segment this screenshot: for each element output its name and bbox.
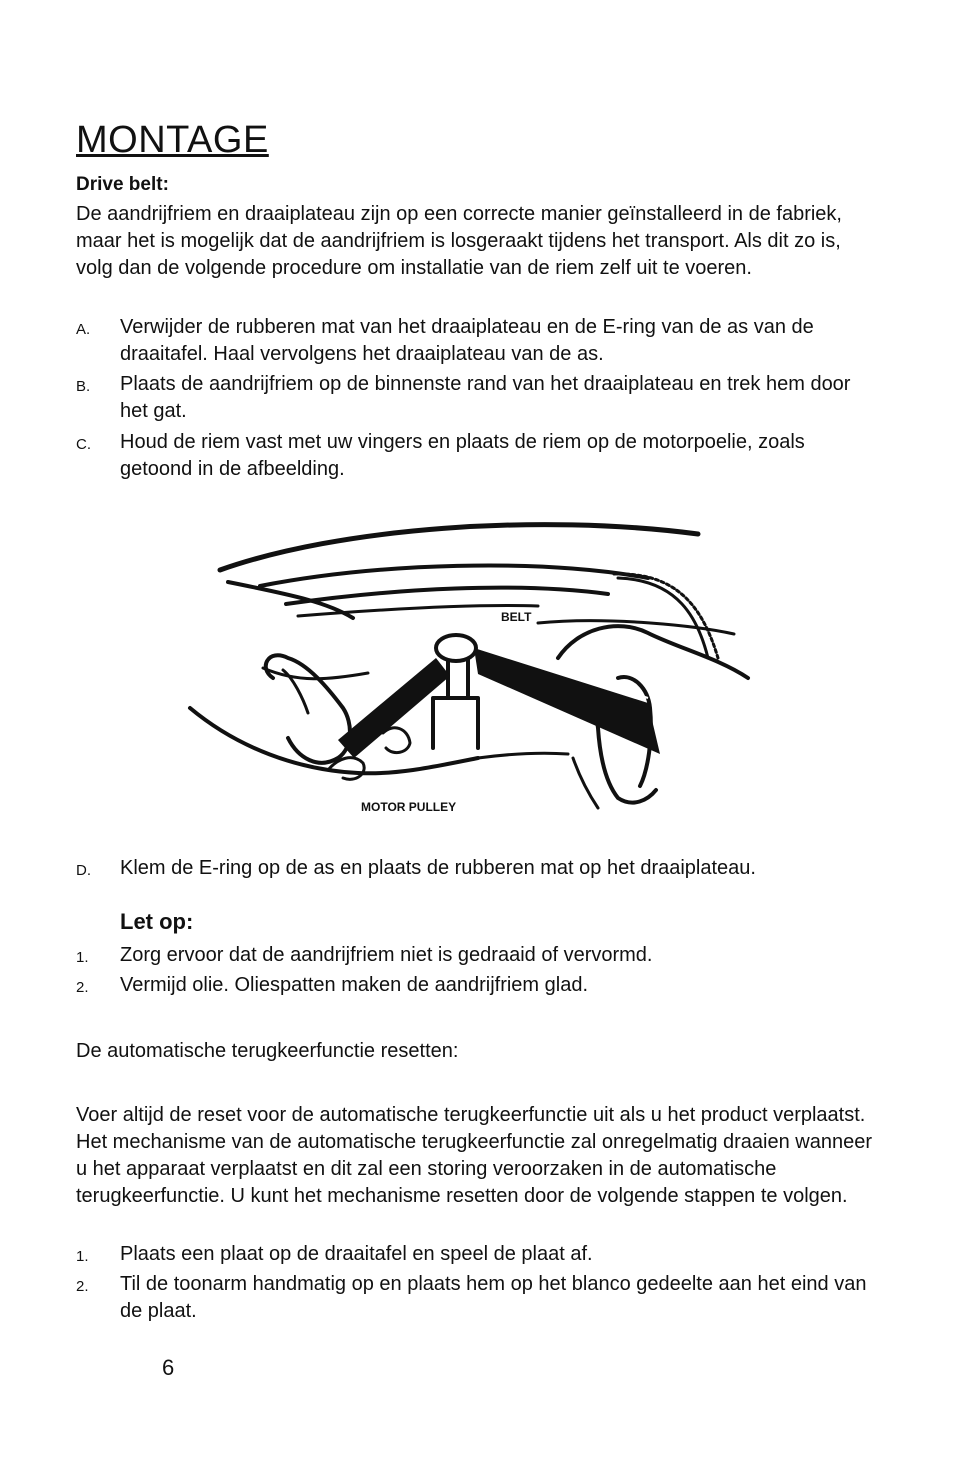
- note-text: Zorg ervoor dat de aandrijfriem niet is gedraaid of vervormd.: [120, 944, 653, 966]
- note-marker: 2.: [76, 979, 89, 996]
- step-marker: D.: [76, 862, 91, 879]
- reset-text: Plaats een plaat op de draaitafel en speel de plaat af.: [120, 1243, 593, 1265]
- note-marker: 1.: [76, 949, 89, 966]
- belt-band-right: [474, 648, 660, 754]
- belt-installation-illustration: [178, 508, 778, 828]
- step-text: Klem de E-ring op de as en plaats de rubberen mat op het draaiplateau.: [120, 857, 756, 879]
- drive-belt-intro: De aandrijfriem en draaiplateau zijn op een correcte manier geïnstalleerd in de fabriek, maar het is mogelijk dat de aandrijfriem is losgeraakt tijdens het transport. Als dit zo is, volg dan de volgende procedure om installatie van de riem zelf uit te voeren.: [76, 203, 842, 279]
- page-number: 6: [162, 1355, 175, 1380]
- right-hand: [558, 626, 748, 678]
- motor-pulley-top: [436, 635, 476, 661]
- reset-intro: Voer altijd de reset voor de automatische terugkeerfunctie uit als u het product verplaatst. Het mechanisme van de automatische terugkeerfunctie zal onregelmatig draaien wanneer u het apparaat verplaatst en dit zal een storing veroorzaken in de automatische terugkeerfunctie. U kunt het mechanisme resetten door de volgende stappen te volgen.: [76, 1104, 873, 1207]
- reset-marker: 2.: [76, 1278, 89, 1295]
- motor-pulley-label: MOTOR PULLEY: [361, 800, 457, 814]
- drive-belt-heading: Drive belt:: [76, 174, 169, 195]
- belt-label: BELT: [501, 610, 532, 624]
- step-text: Plaats de aandrijfriem op de binnenste rand van het draaiplateau en trek hem door het gat.: [120, 373, 851, 422]
- page-title: MONTAGE: [76, 119, 269, 161]
- step-text: Verwijder de rubberen mat van het draaiplateau en de E-ring van de as van de draaitafel. Haal vervolgens het draaiplateau van de as.: [120, 316, 814, 365]
- reset-heading: De automatische terugkeerfunctie resetten:: [76, 1040, 459, 1062]
- reset-text: Til de toonarm handmatig op en plaats hem op het blanco gedeelte aan het eind van de plaat.: [120, 1273, 867, 1322]
- platter-rim-outer: [220, 525, 698, 570]
- note-heading: Let op:: [120, 909, 194, 934]
- step-marker: B.: [76, 378, 91, 395]
- step-marker: A.: [76, 321, 91, 338]
- reset-marker: 1.: [76, 1248, 89, 1265]
- step-text: Houd de riem vast met uw vingers en plaats de riem op de motorpoelie, zoals getoond in de afbeelding.: [120, 431, 805, 480]
- step-marker: C.: [76, 436, 91, 453]
- motor-pulley-base: [433, 698, 478, 748]
- platter-rim-middle: [260, 566, 648, 586]
- note-text: Vermijd olie. Oliespatten maken de aandrijfriem glad.: [120, 974, 589, 996]
